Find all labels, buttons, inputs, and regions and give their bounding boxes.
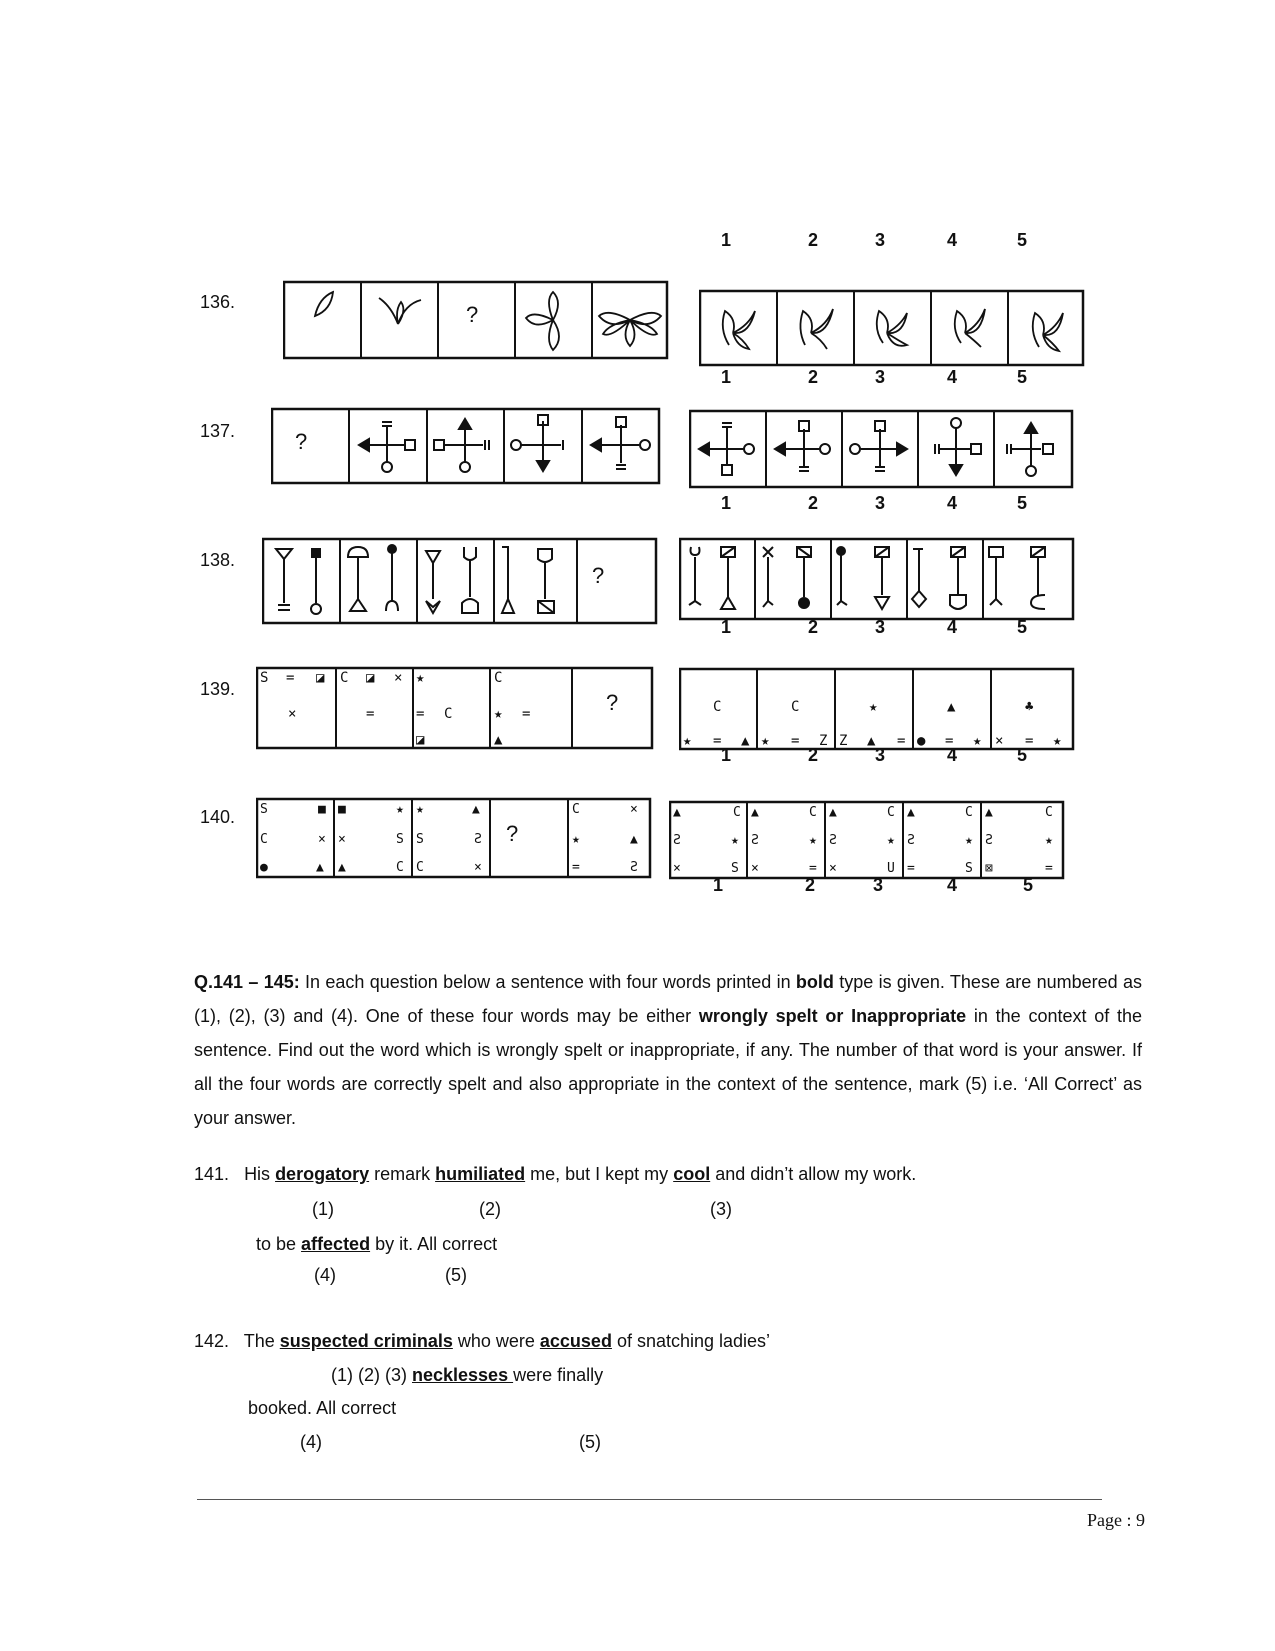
instruction-text: type is given. These are numbered as (1), (2), (3) and (4). One of these four words may be either	[194, 972, 1143, 1026]
instruction-bold: bold	[795, 972, 834, 992]
svg-text:▲: ▲	[494, 732, 503, 748]
svg-text:★: ★	[494, 706, 503, 722]
svg-text:=: =	[907, 861, 915, 876]
svg-text:=: =	[366, 706, 375, 722]
svg-text:×: ×	[995, 733, 1004, 749]
problem-figure-138	[262, 537, 658, 629]
svg-text:×: ×	[474, 860, 482, 875]
svg-text:Ƨ: Ƨ	[829, 833, 837, 848]
option-label: 3	[874, 367, 885, 387]
option-label: 1	[712, 875, 723, 895]
svg-text:=: =	[286, 670, 295, 686]
svg-text:×: ×	[394, 670, 403, 686]
svg-text:=: =	[572, 860, 580, 875]
svg-text:=: =	[791, 733, 800, 749]
svg-text:=: =	[1045, 861, 1053, 876]
option-label: 4	[946, 745, 957, 765]
option-number-5: (5)	[445, 1265, 467, 1285]
sentence-text: His	[244, 1164, 276, 1184]
svg-text:Ƨ: Ƨ	[751, 833, 759, 848]
svg-text:=: =	[1025, 733, 1034, 749]
svg-text:★: ★	[973, 733, 982, 749]
option-number-3: (3)	[710, 1199, 732, 1219]
svg-text:◪: ◪	[316, 670, 325, 686]
svg-text:C: C	[791, 699, 800, 715]
question-142	[194, 1331, 770, 1352]
answer-figures-137[interactable]	[689, 409, 1074, 491]
svg-text:★: ★	[731, 833, 739, 848]
svg-text:×: ×	[288, 706, 297, 722]
option-label: 2	[807, 367, 818, 387]
option-label: 2	[807, 230, 818, 250]
option-word-3: cool	[673, 1164, 711, 1184]
sentence-text: of snatching ladies’	[611, 1331, 771, 1351]
svg-text:●: ●	[260, 860, 268, 875]
svg-text:Ƨ: Ƨ	[673, 833, 681, 848]
option-word-1: derogatory	[275, 1164, 370, 1184]
option-label: 3	[874, 745, 885, 765]
svg-text:=: =	[522, 706, 531, 722]
question-142-line3: booked. All correct	[248, 1398, 397, 1418]
svg-text:★: ★	[809, 833, 817, 848]
svg-text:×: ×	[630, 802, 638, 817]
svg-text:C: C	[713, 699, 722, 715]
option-label: 2	[807, 617, 818, 637]
svg-text:★: ★	[416, 670, 425, 686]
svg-text:=: =	[809, 861, 817, 876]
option-label: 2	[807, 745, 818, 765]
answer-labels-top-136	[718, 230, 1058, 252]
option-number-4: (4)	[314, 1265, 336, 1285]
option-label: 1	[720, 493, 731, 513]
answer-figures-139[interactable]	[679, 667, 1075, 753]
section-heading: Q.141 – 145:	[194, 972, 300, 992]
section-instructions	[194, 965, 1142, 1135]
problem-figure-139	[256, 666, 654, 752]
question-number-140: 140.	[200, 807, 236, 827]
svg-text:S: S	[731, 861, 739, 876]
answer-figures-140[interactable]	[669, 800, 1065, 882]
missing-figure-mark: ?	[592, 563, 605, 588]
question-141-line2	[256, 1234, 497, 1255]
svg-text:×: ×	[338, 832, 346, 847]
option-label: 5	[1016, 745, 1027, 765]
option-label: 1	[720, 745, 731, 765]
svg-text:■: ■	[318, 802, 326, 817]
problem-figure-137	[271, 407, 661, 489]
sentence-text: to be	[256, 1234, 302, 1254]
sentence-text: remark	[369, 1164, 436, 1184]
sentence-text: by it. All correct	[370, 1234, 498, 1254]
option-label: 3	[874, 493, 885, 513]
option-number-1: (1)	[312, 1199, 334, 1219]
option-label: 5	[1016, 367, 1027, 387]
svg-text:C: C	[416, 860, 424, 875]
option-label: 4	[946, 230, 957, 250]
option-label: 4	[946, 367, 957, 387]
question-number-136: 136.	[200, 292, 236, 312]
option-label: 1	[720, 230, 731, 250]
svg-text:▲: ▲	[338, 860, 346, 875]
svg-text:×: ×	[318, 832, 326, 847]
svg-text:⊠: ⊠	[985, 861, 993, 876]
svg-text:=: =	[713, 733, 722, 749]
svg-text:★: ★	[1053, 733, 1062, 749]
question-number-137: 137.	[200, 421, 236, 441]
svg-text:C: C	[965, 805, 973, 820]
option-number-5: (5)	[579, 1432, 601, 1452]
svg-text:Ƨ: Ƨ	[630, 860, 638, 875]
svg-text:★: ★	[869, 699, 878, 715]
instruction-text: in the context of the sentence. Find out the word which is wrongly spelt or inappropriate, if any. The number of that word is your answer. If all the four words are correctly spelt and also appropriate in the context of the sentence, mark (5) i.e. ‘All Correct’ as your answer.	[194, 1006, 1143, 1128]
missing-figure-mark: ?	[506, 821, 519, 846]
option-label: 5	[1022, 875, 1033, 895]
svg-text:●: ●	[917, 733, 926, 749]
svg-text:C: C	[494, 670, 503, 686]
option-label: 4	[946, 493, 957, 513]
svg-text:S: S	[416, 832, 424, 847]
svg-text:▲: ▲	[673, 805, 681, 820]
svg-text:▲: ▲	[472, 802, 480, 817]
svg-text:S: S	[260, 802, 268, 817]
option-label: 5	[1016, 493, 1027, 513]
svg-text:▲: ▲	[741, 733, 750, 749]
svg-text:C: C	[396, 860, 404, 875]
svg-text:◪: ◪	[366, 670, 375, 686]
option-label: 5	[1016, 617, 1027, 637]
problem-figure-140	[256, 797, 652, 881]
svg-text:C: C	[809, 805, 817, 820]
svg-text:=: =	[416, 706, 425, 722]
svg-text:S: S	[260, 670, 269, 686]
option-label: 3	[874, 617, 885, 637]
svg-text:C: C	[340, 670, 349, 686]
answer-labels-138	[718, 617, 1058, 639]
option-label: 1	[720, 367, 731, 387]
sentence-text: me, but I kept my	[525, 1164, 674, 1184]
question-number-138: 138.	[200, 550, 236, 570]
answer-labels-137	[718, 493, 1058, 515]
sentence-text: and didn’t allow my work.	[710, 1164, 917, 1184]
option-numbers: (1) (2) (3)	[331, 1365, 412, 1385]
answer-figures-136[interactable]	[699, 289, 1085, 369]
svg-text:★: ★	[965, 833, 973, 848]
option-label: 2	[807, 493, 818, 513]
svg-text:★: ★	[396, 802, 404, 817]
svg-text:★: ★	[683, 733, 692, 749]
answer-labels-136	[718, 367, 1058, 389]
answer-labels-140	[708, 875, 1058, 897]
svg-text:×: ×	[829, 861, 837, 876]
svg-text:C: C	[260, 832, 268, 847]
svg-text:▲: ▲	[907, 805, 915, 820]
option-word-1-2: suspected criminals	[279, 1331, 453, 1351]
answer-figures-138[interactable]	[679, 537, 1075, 623]
instruction-text: In each question below a sentence with four words printed in	[299, 972, 796, 992]
problem-figure-136	[283, 280, 669, 366]
option-word-3: accused	[539, 1331, 612, 1351]
svg-text:C: C	[887, 805, 895, 820]
svg-text:▲: ▲	[867, 733, 876, 749]
question-number-139: 139.	[200, 679, 236, 699]
svg-text:▲: ▲	[985, 805, 993, 820]
missing-figure-mark: ?	[295, 429, 308, 454]
option-label: 3	[872, 875, 883, 895]
svg-text:▲: ▲	[630, 832, 638, 847]
sentence-text: were finally	[513, 1365, 604, 1385]
question-142-line2	[331, 1365, 603, 1386]
option-label: 4	[946, 875, 957, 895]
page-number: Page : 9	[1087, 1510, 1145, 1530]
question-141	[194, 1164, 916, 1185]
option-label: 5	[1016, 230, 1027, 250]
svg-text:■: ■	[338, 802, 346, 817]
svg-text:Ƨ: Ƨ	[907, 833, 915, 848]
svg-text:★: ★	[1045, 833, 1053, 848]
svg-text:C: C	[444, 706, 453, 722]
svg-text:=: =	[945, 733, 954, 749]
option-label: 4	[946, 617, 957, 637]
missing-figure-mark: ?	[466, 302, 479, 327]
svg-text:=: =	[897, 733, 906, 749]
svg-text:Ƨ: Ƨ	[474, 832, 482, 847]
sentence-text: The	[243, 1331, 280, 1351]
svg-text:▲: ▲	[316, 860, 324, 875]
svg-text:◪: ◪	[416, 732, 425, 748]
missing-figure-mark: ?	[606, 690, 619, 715]
svg-text:U: U	[887, 861, 895, 876]
svg-text:C: C	[1045, 805, 1053, 820]
svg-text:C: C	[733, 805, 741, 820]
svg-text:▲: ▲	[829, 805, 837, 820]
instruction-bold: wrongly spelt or Inappropriate	[698, 1006, 967, 1026]
option-word-4: affected	[301, 1234, 371, 1254]
svg-text:★: ★	[761, 733, 770, 749]
svg-text:C: C	[572, 802, 580, 817]
svg-text:★: ★	[416, 802, 424, 817]
svg-text:×: ×	[673, 861, 681, 876]
footer-divider	[197, 1499, 1102, 1500]
svg-text:Z: Z	[819, 733, 828, 749]
svg-text:★: ★	[887, 833, 895, 848]
option-number-2: (2)	[479, 1199, 501, 1219]
svg-text:♣: ♣	[1025, 699, 1034, 715]
svg-text:S: S	[396, 832, 404, 847]
option-word-2: humiliated	[435, 1164, 526, 1184]
option-label: 1	[720, 617, 731, 637]
svg-text:▲: ▲	[947, 699, 956, 715]
answer-labels-139	[718, 745, 1058, 767]
svg-text:Z: Z	[839, 733, 848, 749]
option-word: necklesses	[412, 1365, 514, 1385]
option-label: 2	[804, 875, 815, 895]
option-number-4: (4)	[300, 1432, 322, 1452]
option-label: 3	[874, 230, 885, 250]
svg-text:▲: ▲	[751, 805, 759, 820]
question-number: 141.	[194, 1164, 230, 1184]
svg-text:Ƨ: Ƨ	[985, 833, 993, 848]
sentence-text: who were	[452, 1331, 540, 1351]
svg-text:×: ×	[751, 861, 759, 876]
question-number: 142.	[194, 1331, 230, 1351]
svg-text:S: S	[965, 861, 973, 876]
svg-text:★: ★	[572, 832, 580, 847]
